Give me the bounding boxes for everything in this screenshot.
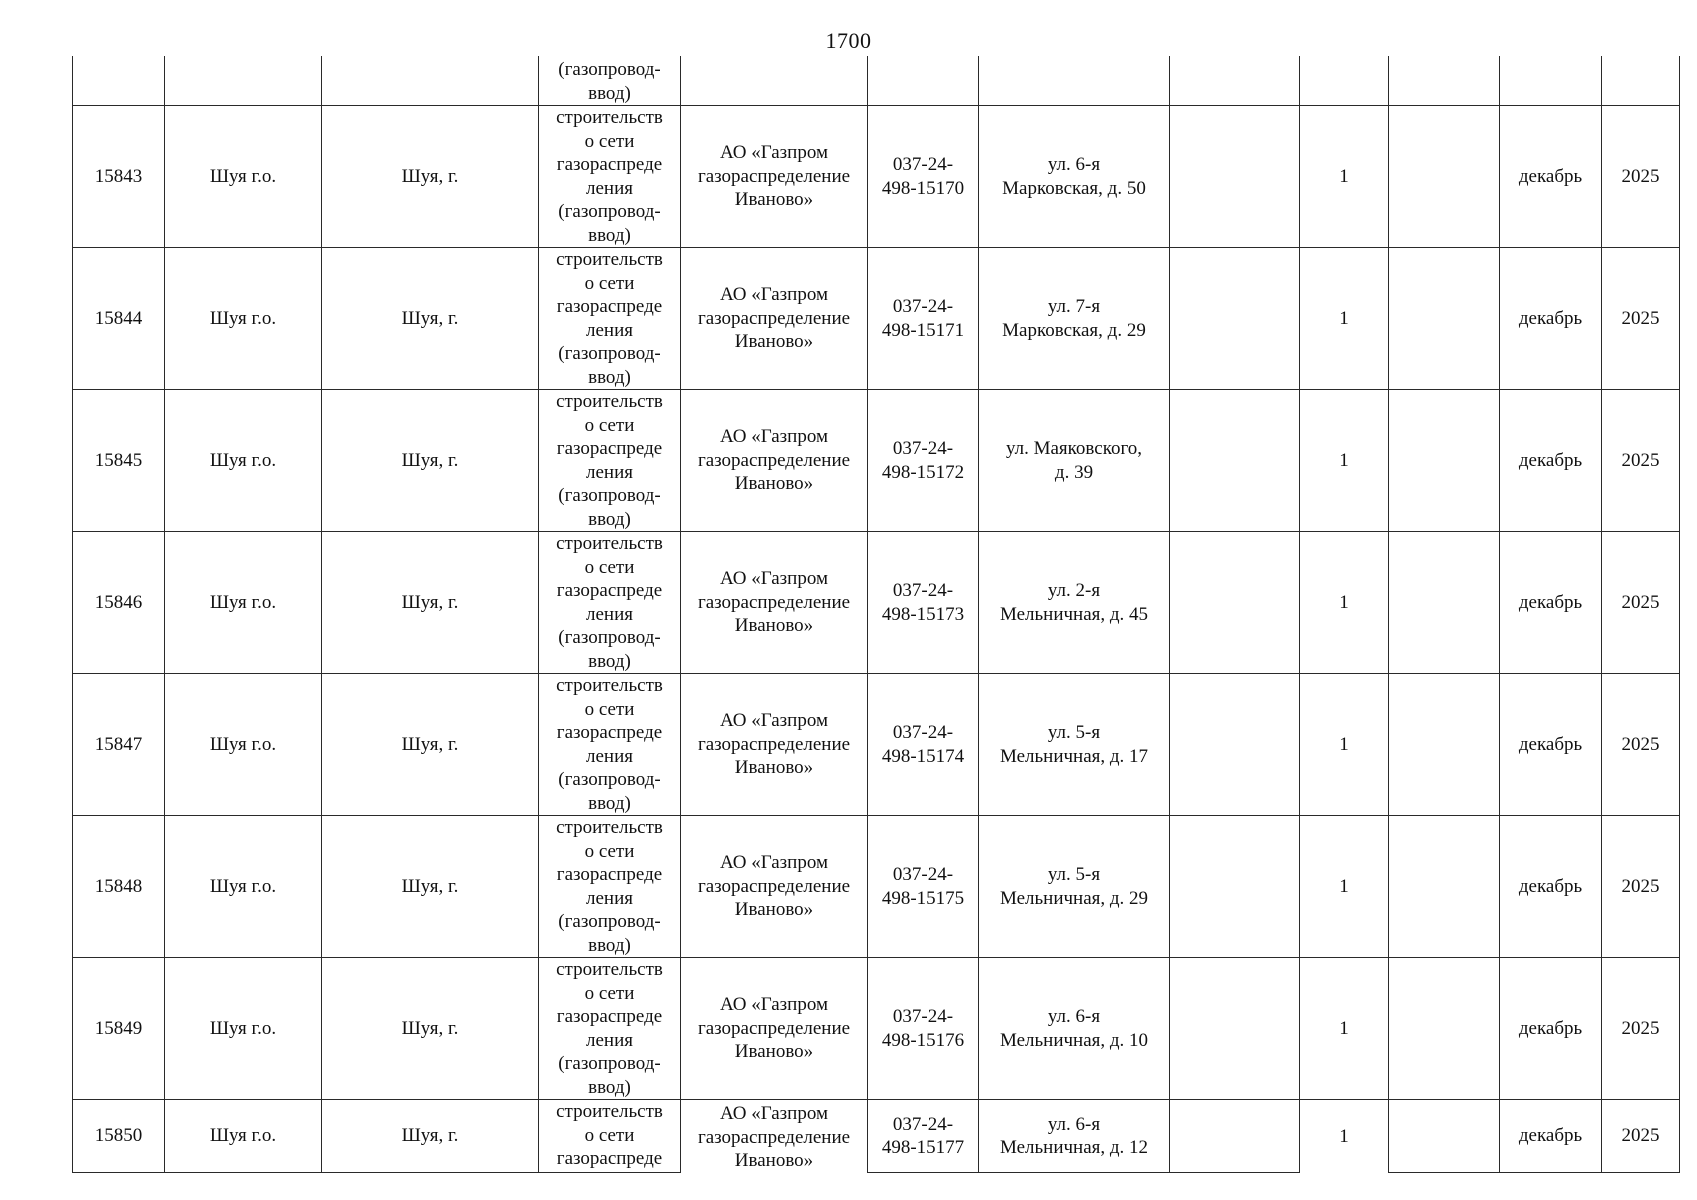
cell-address-text: ул. 5-я Мельничная, д. 29: [999, 864, 1149, 909]
cell-org-text: АО «Газпром газораспределение Иваново»: [697, 852, 851, 921]
cell-work: [539, 816, 681, 958]
cell-address-text: ул. Маяковского, д. 39: [1005, 438, 1143, 483]
work-tail-text: (газопровод- ввод): [558, 59, 661, 104]
cell-empty-2: [1389, 56, 1500, 106]
cell-locality-text: Шуя, г.: [401, 875, 459, 897]
registry-sheet: [72, 56, 1680, 1173]
cell-year-text: 2025: [1621, 733, 1660, 755]
cell-address: [979, 532, 1170, 674]
cell-work-text: строительств о сети газораспреде ления (газопровод- ввод): [556, 107, 663, 246]
cell-address: [979, 106, 1170, 248]
cell-qty: [1300, 958, 1389, 1100]
cell-locality-text: Шуя, г.: [401, 591, 459, 613]
cell-locality: [322, 106, 539, 248]
cell-work-text: строительств о сети газораспреде ления (газопровод- ввод): [556, 959, 663, 1098]
cell-year: [1602, 248, 1680, 390]
cell-qty: [1300, 248, 1389, 390]
table-row: [73, 816, 1680, 958]
cell-work-text: строительств о сети газораспреде ления (газопровод- ввод): [556, 391, 663, 530]
cell-month-text: декабрь: [1518, 1017, 1583, 1039]
cell-year-text: 2025: [1621, 449, 1660, 471]
cell-work: [539, 958, 681, 1100]
cell-code-text: 037-24- 498-15173: [881, 580, 965, 625]
cell-locality: [322, 532, 539, 674]
cell-month-text: декабрь: [1518, 449, 1583, 471]
cell-month-text: декабрь: [1518, 591, 1583, 613]
cell-year-text: 2025: [1621, 165, 1660, 187]
cell-address-text: ул. 6-я Мельничная, д. 10: [999, 1006, 1149, 1051]
cell-district-text: Шуя г.о.: [209, 307, 277, 329]
cell-empty-2: [1389, 390, 1500, 532]
cell-address: [979, 816, 1170, 958]
cell-locality: [322, 958, 539, 1100]
cell-id: [73, 958, 165, 1100]
cell-year-text: 2025: [1621, 307, 1660, 329]
cell-org-text: АО «Газпром газораспределение Иваново»: [697, 426, 851, 495]
cell-month: [1500, 958, 1602, 1100]
cell-qty-text: 1: [1339, 875, 1349, 897]
cell-address-text: ул. 2-я Мельничная, д. 45: [999, 580, 1149, 625]
cell-empty-2: [1389, 106, 1500, 248]
cell-work: [539, 390, 681, 532]
cell-id: [73, 532, 165, 674]
cell-district: [165, 56, 322, 106]
cell-district: [165, 816, 322, 958]
table-row: [73, 674, 1680, 816]
cell-year: [1602, 56, 1680, 106]
cell-empty-1: [1170, 958, 1300, 1100]
cell-month-text: декабрь: [1518, 307, 1583, 329]
cell-qty-text: 1: [1339, 449, 1349, 471]
cell-id-text: 15844: [94, 307, 143, 329]
cell-locality-text: Шуя, г.: [401, 307, 459, 329]
cell-code: [868, 816, 979, 958]
cell-id-text: 15847: [94, 733, 143, 755]
cell-empty-2: [1389, 532, 1500, 674]
cell-year: [1602, 390, 1680, 532]
cell-address-text: ул. 6-я Марковская, д. 50: [1002, 154, 1146, 199]
cell-org: [681, 248, 868, 390]
cell-id-text: 15848: [94, 875, 143, 897]
cell-qty: [1300, 56, 1389, 106]
cell-work: [539, 106, 681, 248]
cell-id-text: 15845: [94, 449, 143, 471]
cell-work-text: строительств о сети газораспреде ления (газопровод- ввод): [556, 817, 663, 956]
cell-code: [868, 106, 979, 248]
cell-work: [539, 248, 681, 390]
cell-locality: [322, 56, 539, 106]
cell-id: [73, 390, 165, 532]
cell-id-text: 15843: [94, 165, 143, 187]
cell-qty-text: 1: [1339, 733, 1349, 755]
cell-empty-1: [1170, 390, 1300, 532]
cell-code-text: 037-24- 498-15171: [881, 296, 965, 341]
cell-address: [979, 1100, 1170, 1173]
cell-district: [165, 674, 322, 816]
cell-locality-text: Шуя, г.: [401, 1017, 459, 1039]
cell-empty-1: [1170, 1100, 1300, 1173]
table-row: [73, 958, 1680, 1100]
cell-month: [1500, 390, 1602, 532]
cell-work-text: строительств о сети газораспреде ления (газопровод- ввод): [556, 533, 663, 672]
cell-org-text: АО «Газпром газораспределение Иваново»: [697, 994, 851, 1063]
cell-code: [868, 958, 979, 1100]
cell-district-text: Шуя г.о.: [209, 591, 277, 613]
cell-district: [165, 1100, 322, 1173]
cell-qty-text: 1: [1339, 307, 1349, 329]
cell-month: [1500, 248, 1602, 390]
cell-empty-1: [1170, 816, 1300, 958]
cell-locality: [322, 816, 539, 958]
cell-org: [681, 1100, 868, 1173]
cell-address-text: ул. 7-я Марковская, д. 29: [1002, 296, 1146, 341]
cell-code: [868, 1100, 979, 1173]
cell-org-text: АО «Газпром газораспределение Иваново»: [697, 568, 851, 637]
cell-id: [73, 248, 165, 390]
cell-qty: [1300, 1100, 1389, 1173]
cell-empty-1: [1170, 248, 1300, 390]
cell-code-text: 037-24- 498-15176: [881, 1006, 965, 1051]
cell-locality-text: Шуя, г.: [401, 165, 459, 187]
cell-month: [1500, 106, 1602, 248]
cell-address-text: ул. 5-я Мельничная, д. 17: [999, 722, 1149, 767]
cell-id: [73, 1100, 165, 1173]
cell-address: [979, 674, 1170, 816]
cell-year-text: 2025: [1621, 1125, 1660, 1147]
cell-year: [1602, 816, 1680, 958]
cell-year-text: 2025: [1621, 591, 1660, 613]
cell-id-text: 15850: [94, 1125, 143, 1147]
cell-work-text: строительств о сети газораспреде: [556, 1101, 663, 1169]
cell-id: [73, 674, 165, 816]
cell-month-text: декабрь: [1518, 165, 1583, 187]
cell-code-text: 037-24- 498-15170: [881, 154, 965, 199]
cell-org-text: АО «Газпром газораспределение Иваново»: [697, 710, 851, 779]
cell-work-text: строительств о сети газораспреде ления (газопровод- ввод): [556, 249, 663, 388]
cell-code-text: 037-24- 498-15177: [881, 1113, 965, 1158]
cell-month: [1500, 532, 1602, 674]
cell-code-text: 037-24- 498-15172: [881, 438, 965, 483]
cell-district-text: Шуя г.о.: [209, 1125, 277, 1147]
cell-year: [1602, 532, 1680, 674]
cell-address: [979, 248, 1170, 390]
cell-address-text: ул. 6-я Мельничная, д. 12: [999, 1113, 1149, 1158]
cell-year: [1602, 958, 1680, 1100]
cell-id: [73, 106, 165, 248]
cell-year: [1602, 1100, 1680, 1173]
cell-year: [1602, 674, 1680, 816]
cell-district: [165, 106, 322, 248]
cell-work: [539, 532, 681, 674]
cell-locality-text: Шуя, г.: [401, 1125, 459, 1147]
cell-org: [681, 106, 868, 248]
cell-code: [868, 674, 979, 816]
cell-month: [1500, 816, 1602, 958]
cell-org: [681, 390, 868, 532]
cell-org: [681, 532, 868, 674]
cell-month-text: декабрь: [1518, 1125, 1583, 1147]
cell-org: [681, 958, 868, 1100]
cell-code: [868, 390, 979, 532]
cell-month: [1500, 674, 1602, 816]
cell-month: [1500, 56, 1602, 106]
cell-locality: [322, 674, 539, 816]
table-row: [73, 248, 1680, 390]
cell-month-text: декабрь: [1518, 875, 1583, 897]
page-number: 1700: [825, 28, 872, 53]
cell-org-text: АО «Газпром газораспределение Иваново»: [697, 142, 851, 211]
cell-qty: [1300, 390, 1389, 532]
cell-locality-text: Шуя, г.: [401, 449, 459, 471]
table-row: [73, 1100, 1680, 1173]
cell-empty-2: [1389, 958, 1500, 1100]
cell-qty: [1300, 816, 1389, 958]
cell-district-text: Шуя г.о.: [209, 875, 277, 897]
cell-code: [868, 56, 979, 106]
cell-empty-2: [1389, 1100, 1500, 1173]
table-row: [73, 532, 1680, 674]
cell-id: [73, 816, 165, 958]
cell-year-text: 2025: [1621, 875, 1660, 897]
cell-id-text: 15846: [94, 591, 143, 613]
cell-locality: [322, 1100, 539, 1173]
cell-code: [868, 248, 979, 390]
cell-qty: [1300, 532, 1389, 674]
cell-org: [681, 56, 868, 106]
cell-empty-1: [1170, 674, 1300, 816]
cell-district-text: Шуя г.о.: [209, 733, 277, 755]
cell-work-text: строительств о сети газораспреде ления (газопровод- ввод): [556, 675, 663, 814]
cell-year-text: 2025: [1621, 1017, 1660, 1039]
cell-locality-text: Шуя, г.: [401, 733, 459, 755]
cell-code-text: 037-24- 498-15175: [881, 864, 965, 909]
cell-district-text: Шуя г.о.: [209, 1017, 277, 1039]
cell-district: [165, 390, 322, 532]
cell-id-text: 15849: [94, 1017, 143, 1039]
registry-table: [72, 56, 1680, 1173]
cell-address: [979, 56, 1170, 106]
cell-month: [1500, 1100, 1602, 1173]
cell-org-text: АО «Газпром газораспределение Иваново»: [697, 1103, 851, 1171]
cell-empty-2: [1389, 816, 1500, 958]
cell-month-text: декабрь: [1518, 733, 1583, 755]
cell-empty-1: [1170, 106, 1300, 248]
cell-district: [165, 532, 322, 674]
table-row: [73, 106, 1680, 248]
cell-id: [73, 56, 165, 106]
cell-address: [979, 390, 1170, 532]
cell-empty-2: [1389, 248, 1500, 390]
cell-code-text: 037-24- 498-15174: [881, 722, 965, 767]
cell-org: [681, 674, 868, 816]
cell-locality: [322, 390, 539, 532]
cell-locality: [322, 248, 539, 390]
cell-qty-text: 1: [1339, 1125, 1349, 1147]
cell-code: [868, 532, 979, 674]
cell-year: [1602, 106, 1680, 248]
cell-org-text: АО «Газпром газораспределение Иваново»: [697, 284, 851, 353]
cell-empty-2: [1389, 674, 1500, 816]
cell-empty-1: [1170, 56, 1300, 106]
continuation-row: [73, 56, 1680, 106]
cell-district: [165, 248, 322, 390]
cell-work-tail: [539, 56, 681, 106]
cell-district-text: Шуя г.о.: [209, 449, 277, 471]
cell-district: [165, 958, 322, 1100]
cell-qty-text: 1: [1339, 165, 1349, 187]
cell-qty: [1300, 106, 1389, 248]
cell-qty: [1300, 674, 1389, 816]
table-row: [73, 390, 1680, 532]
cell-empty-1: [1170, 532, 1300, 674]
cell-district-text: Шуя г.о.: [209, 165, 277, 187]
cell-org: [681, 816, 868, 958]
cell-qty-text: 1: [1339, 591, 1349, 613]
cell-work: [539, 674, 681, 816]
cell-address: [979, 958, 1170, 1100]
cell-work: [539, 1100, 681, 1173]
cell-qty-text: 1: [1339, 1017, 1349, 1039]
